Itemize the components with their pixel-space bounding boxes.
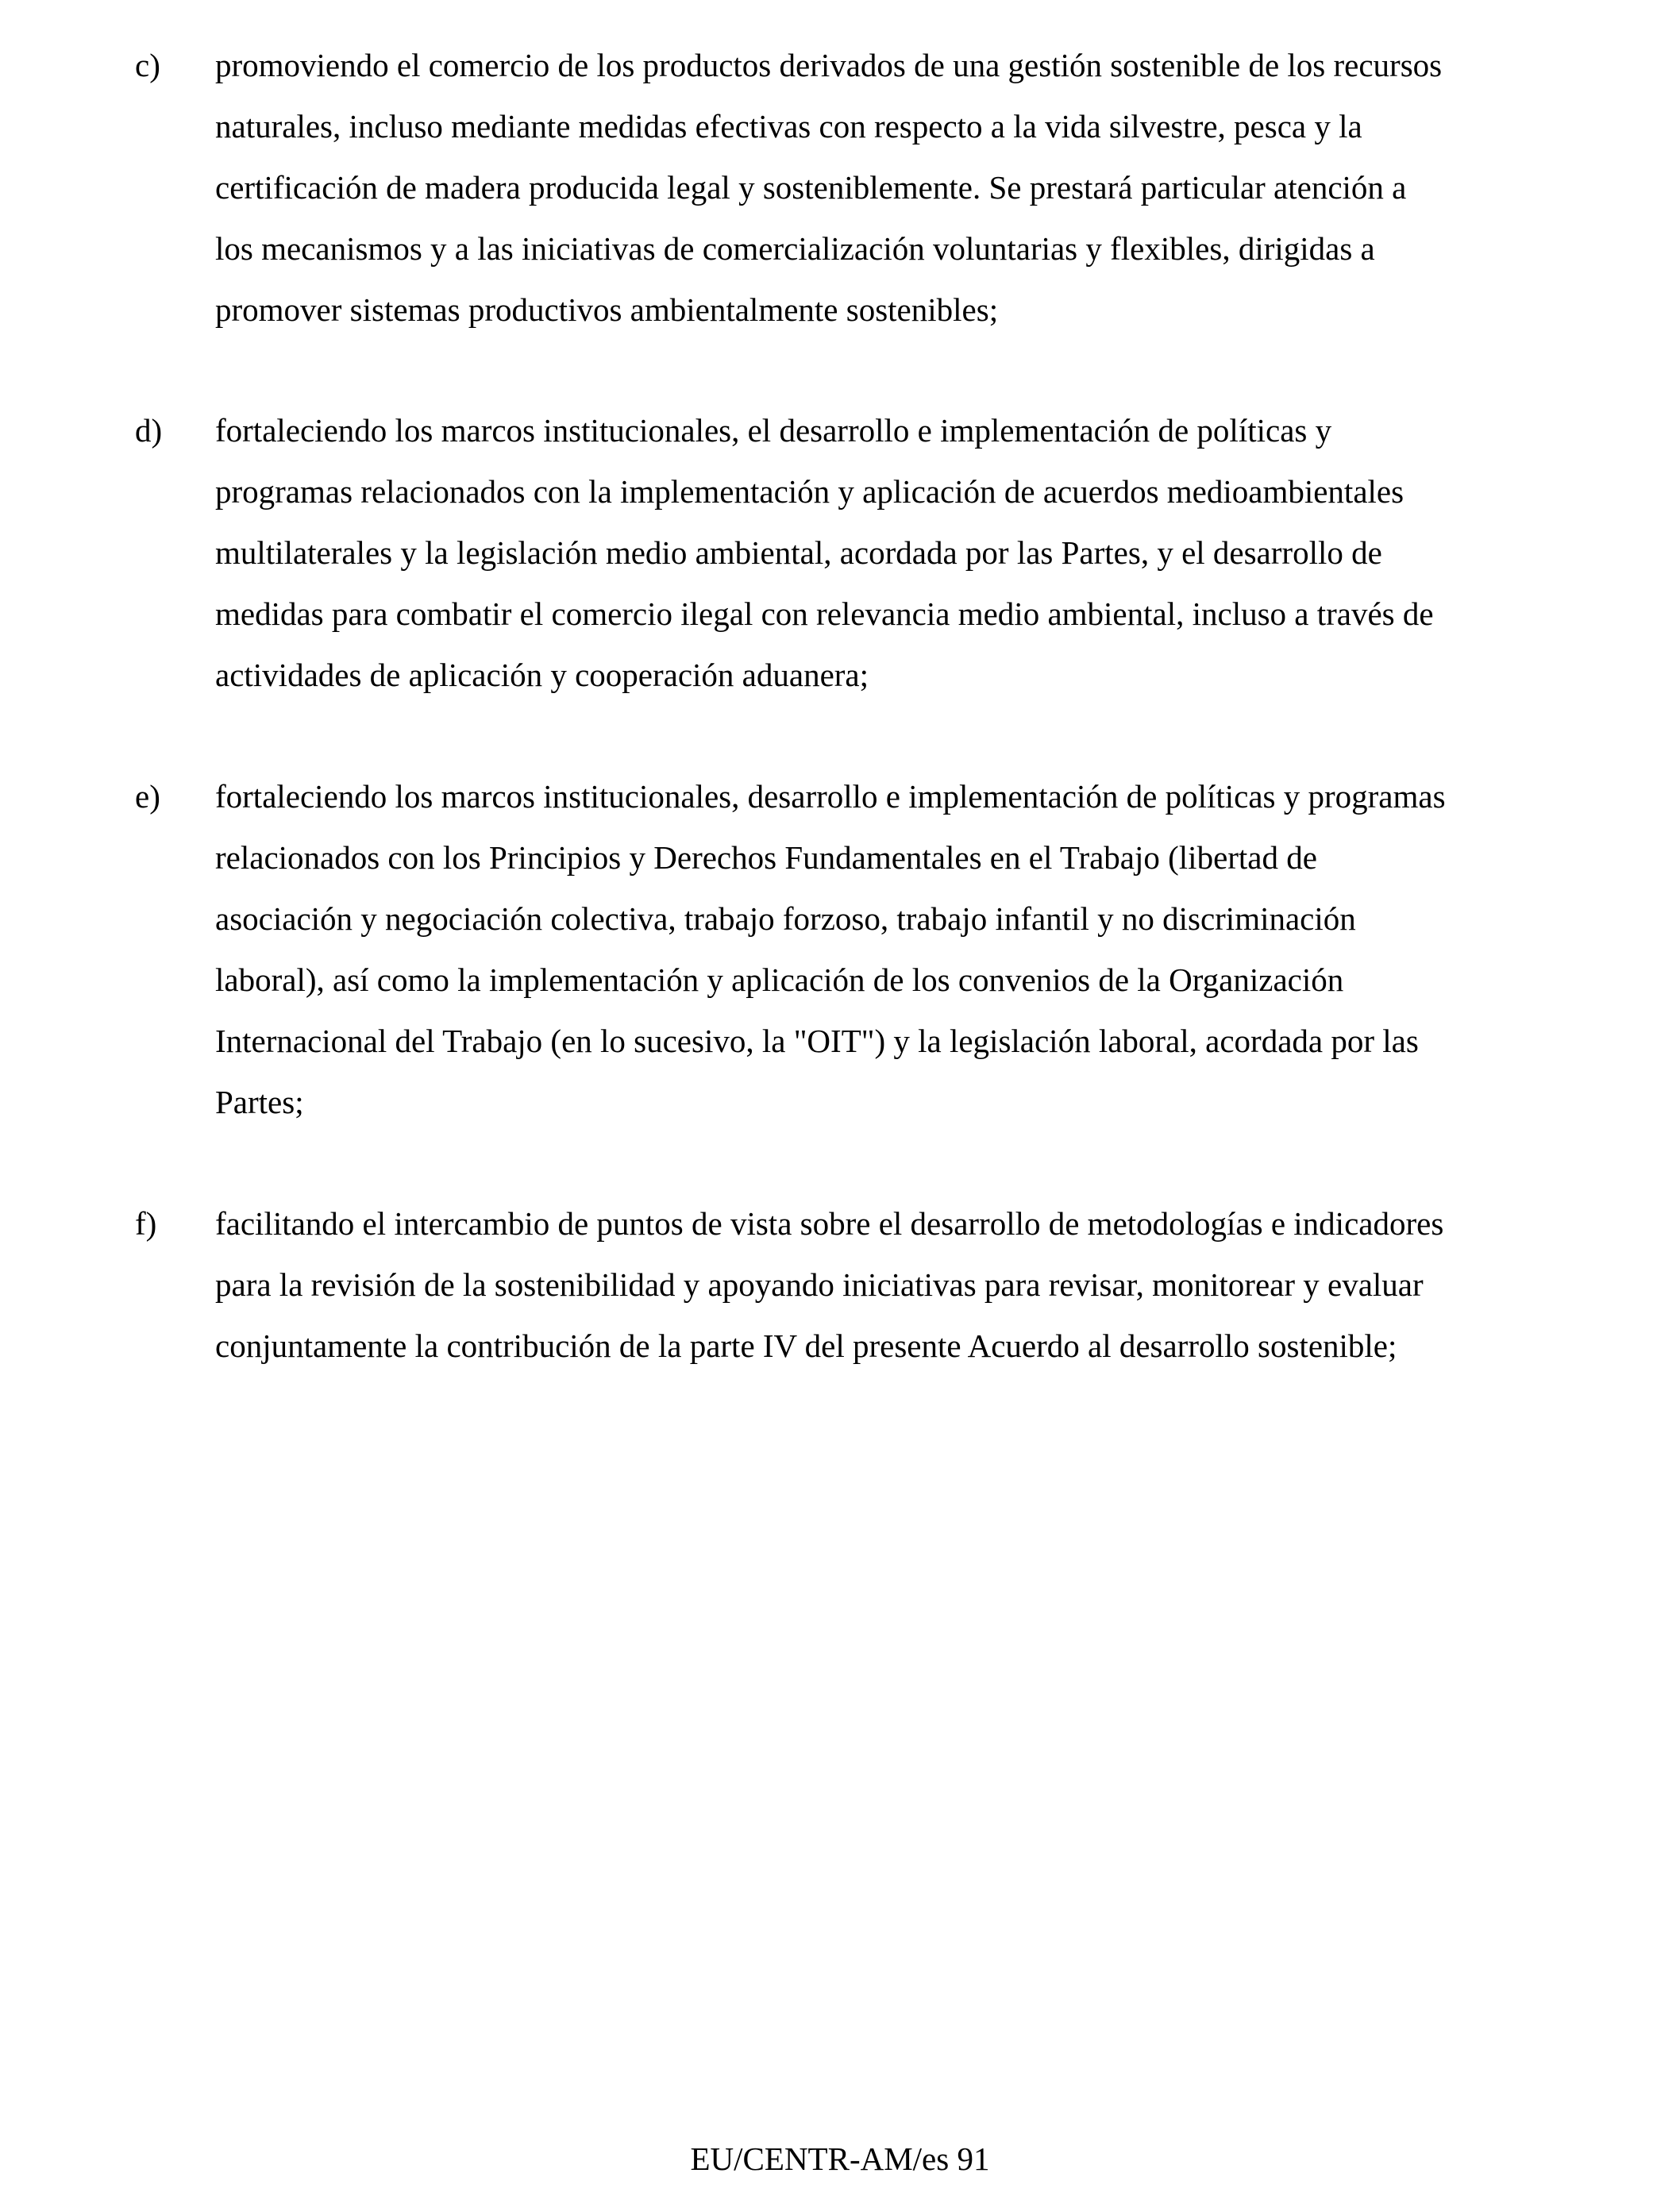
item-text-line: conjuntamente la contribución de la parte IV del presente Acuerdo al desarrollo sostenible; bbox=[215, 1327, 1397, 1364]
item-text-line: promoviendo el comercio de los productos derivados de una gestión sostenible de los recursos bbox=[215, 47, 1443, 83]
item-text-line: fortaleciendo los marcos institucionales, el desarrollo e implementación de políticas y bbox=[215, 412, 1332, 449]
item-text-line: asociación y negociación colectiva, trabajo forzoso, trabajo infantil y no discriminación bbox=[215, 900, 1356, 937]
item-text-line: promover sistemas productivos ambientalmente sostenibles; bbox=[215, 291, 999, 328]
item-text-line: relacionados con los Principios y Derechos Fundamentales en el Trabajo (libertad de bbox=[215, 839, 1317, 876]
page-footer: EU/CENTR-AM/es 91 bbox=[690, 2140, 990, 2177]
item-text-line: medidas para combatir el comercio ilegal con relevancia medio ambiental, incluso a través de bbox=[215, 595, 1434, 632]
item-text-line: actividades de aplicación y cooperación aduanera; bbox=[215, 657, 869, 693]
item-text-line: programas relacionados con la implementación y aplicación de acuerdos medioambientales bbox=[215, 473, 1404, 510]
item-text-line: laboral), así como la implementación y aplicación de los convenios de la Organización bbox=[215, 961, 1344, 998]
item-text-line: naturales, incluso mediante medidas efectivas con respecto a la vida silvestre, pesca y la bbox=[215, 108, 1362, 144]
item-label: d) bbox=[135, 412, 163, 449]
item-label: e) bbox=[135, 778, 160, 815]
item-text-line: los mecanismos y a las iniciativas de comercialización voluntarias y flexibles, dirigidas a bbox=[215, 230, 1375, 267]
item-text-line: certificación de madera producida legal y sosteniblemente. Se prestará particular atención a bbox=[215, 169, 1407, 206]
item-text-line: para la revisión de la sostenibilidad y apoyando iniciativas para revisar, monitorear y evaluar bbox=[215, 1266, 1424, 1303]
item-text-line: Partes; bbox=[215, 1084, 304, 1120]
item-label: c) bbox=[135, 47, 160, 83]
item-text-line: multilaterales y la legislación medio ambiental, acordada por las Partes, y el desarrollo de bbox=[215, 534, 1382, 571]
item-text-line: facilitando el intercambio de puntos de vista sobre el desarrollo de metodologías e indicadores bbox=[215, 1205, 1444, 1242]
item-text-line: Internacional del Trabajo (en lo sucesivo, la "OIT") y la legislación laboral, acordada por las bbox=[215, 1023, 1419, 1059]
item-text-line: fortaleciendo los marcos institucionales, desarrollo e implementación de políticas y programas bbox=[215, 778, 1446, 815]
item-label: f) bbox=[135, 1205, 157, 1242]
